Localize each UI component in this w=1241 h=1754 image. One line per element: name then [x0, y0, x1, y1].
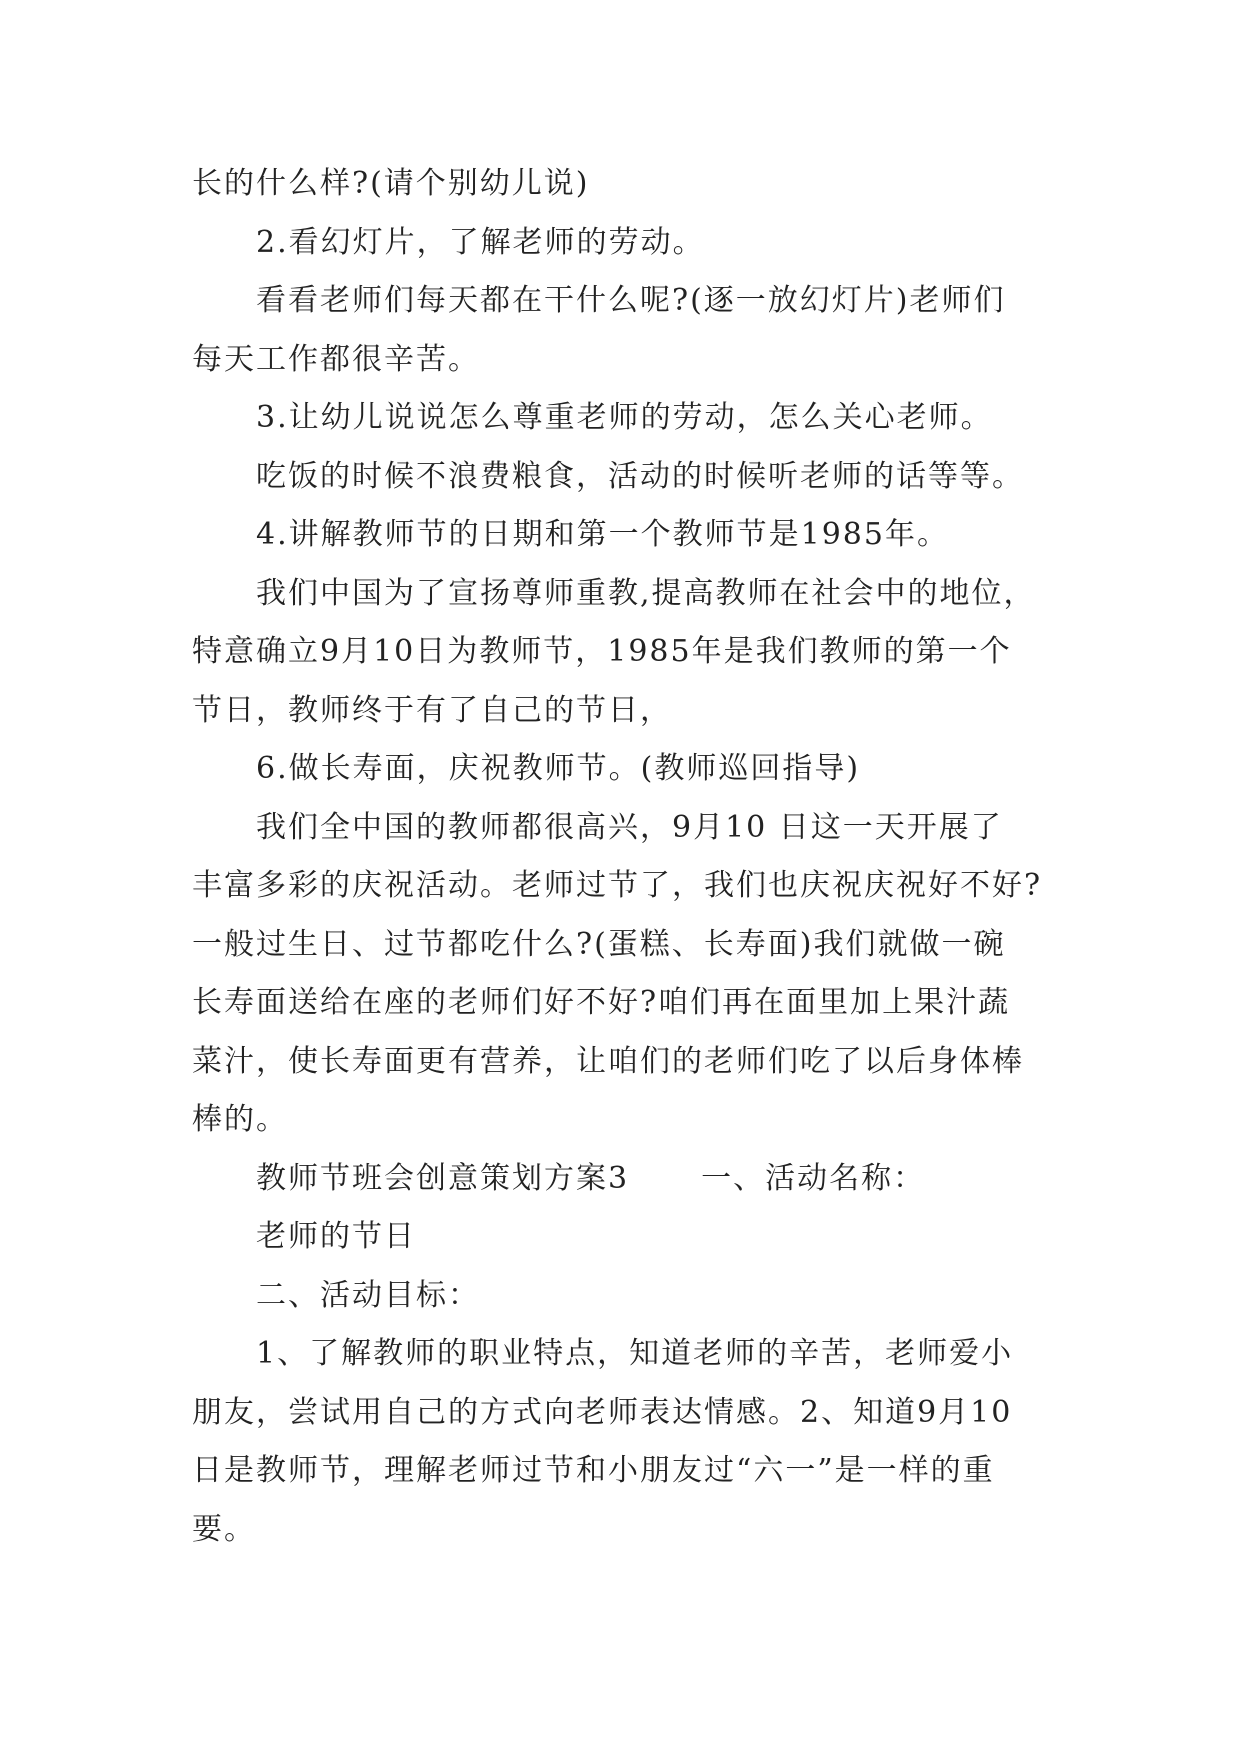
- text-line: 菜汁，使长寿面更有营养，让咱们的老师们吃了以后身体棒: [192, 1043, 1024, 1079]
- text-line: 4.讲解教师节的日期和第一个教师节是1985年。: [256, 517, 949, 552]
- text-line: 3.让幼儿说说怎么尊重老师的劳动，怎么关心老师。: [256, 400, 993, 435]
- text-line: 吃饭的时候不浪费粮食，活动的时候听老师的话等等。: [256, 458, 1024, 494]
- section-title: 教师节班会创意策划方案3: [256, 1160, 630, 1196]
- text-line: 日是教师节，理解老师过节和小朋友过“六一”是一样的重: [192, 1453, 995, 1488]
- section-subtitle: 一、活动名称：: [701, 1160, 926, 1196]
- text-line: 1、了解教师的职业特点，知道老师的辛苦，老师爱小: [256, 1336, 1014, 1371]
- text-line: 看看老师们每天都在干什么呢?(逐一放幻灯片)老师们: [256, 283, 1006, 318]
- text-line: 6.做长寿面，庆祝教师节。(教师巡回指导): [256, 751, 861, 786]
- text-line: 特意确立9月10日为教师节，1985年是我们教师的第一个: [192, 634, 1012, 669]
- text-line: 一般过生日、过节都吃什么?(蛋糕、长寿面)我们就做一碗: [192, 926, 1006, 962]
- text-line: 老师的节日: [256, 1219, 416, 1254]
- text-line: 二、活动目标：: [256, 1277, 480, 1313]
- text-line: 棒的。: [192, 1102, 288, 1137]
- document-body: [192, 155, 1072, 1559]
- section-heading: [192, 1150, 1072, 1209]
- text-line: 我们中国为了宣扬尊师重教,提高教师在社会中的地位，: [256, 575, 1036, 611]
- text-line: 丰富多彩的庆祝活动。老师过节了，我们也庆祝庆祝好不好?: [192, 868, 1043, 903]
- text-line: 长寿面送给在座的老师们好不好?咱们再在面里加上果汁蔬: [192, 985, 1011, 1020]
- text-line: 要。: [192, 1511, 256, 1547]
- text-line: 节日，教师终于有了自己的节日，: [192, 692, 672, 728]
- text-line: 朋友，尝试用自己的方式向老师表达情感。2、知道9月10: [192, 1394, 1013, 1430]
- text-line: 我们全中国的教师都很高兴，9月10 日这一天开展了: [256, 809, 1003, 845]
- text-line: 2.看幻灯片，了解老师的劳动。: [256, 224, 705, 260]
- text-line: 长的什么样?(请个别幼儿说): [192, 166, 590, 201]
- text-line: 每天工作都很辛苦。: [192, 341, 480, 377]
